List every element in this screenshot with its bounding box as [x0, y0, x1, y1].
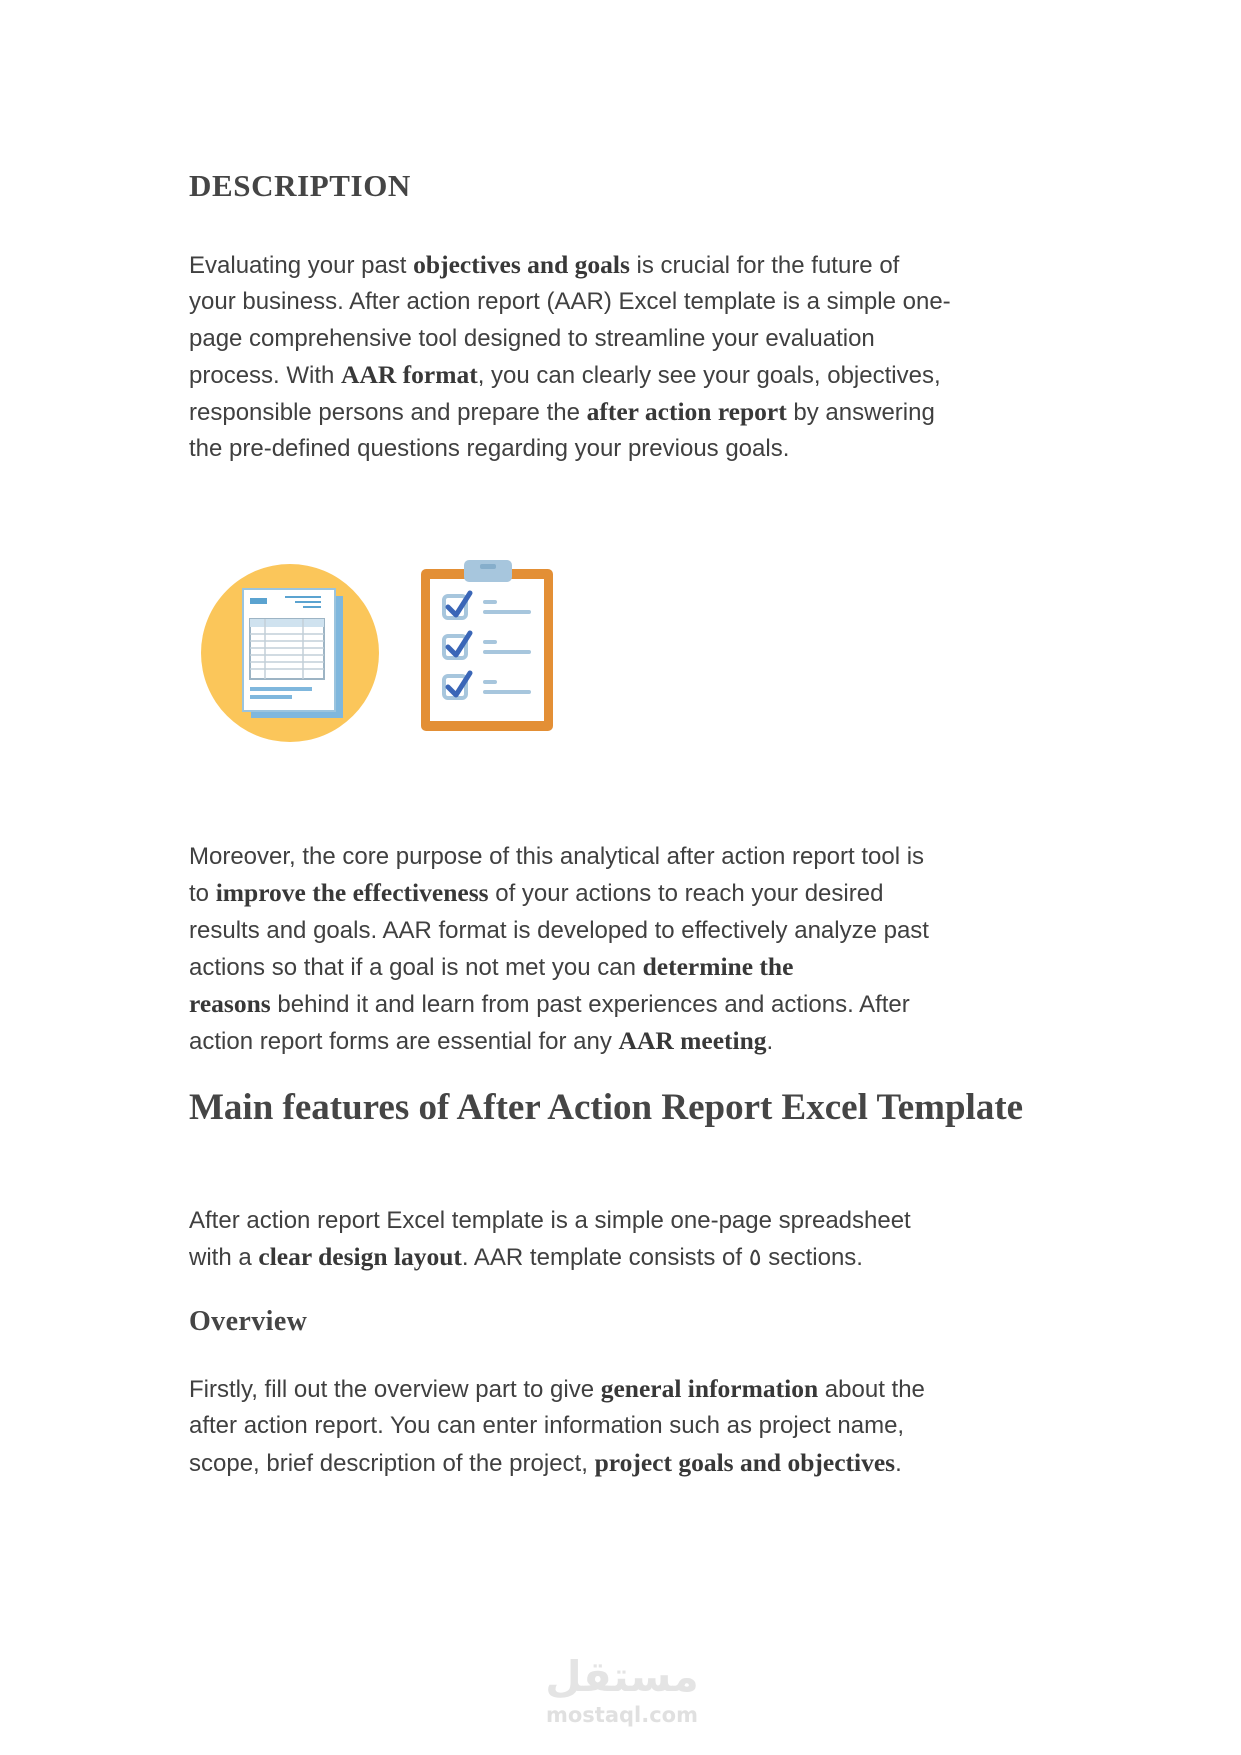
- paragraph-text: by answering: [786, 399, 935, 427]
- paragraph-text: of your actions to reach your desired: [488, 880, 884, 908]
- text-line: [189, 986, 929, 1023]
- paragraph-text: is crucial for the future of: [629, 252, 900, 279]
- paragraph-text: After action report Excel template is a simple one-page spreadsheet: [189, 1207, 911, 1234]
- paragraph-text: , you can clearly see your goals, objectives,: [477, 361, 941, 389]
- paragraph-text: about the: [818, 1376, 925, 1403]
- features-heading: Main features of After Action Report Excel Template: [189, 1087, 1024, 1128]
- paragraph-text: process. With: [189, 361, 342, 389]
- text-line: [189, 357, 951, 394]
- paragraph-text: page comprehensive tool designed to streamline your evaluation: [189, 324, 875, 352]
- bold-keyword: improve the effectiveness: [215, 878, 489, 908]
- text-line: [189, 1023, 929, 1060]
- bold-keyword: reasons: [189, 989, 271, 1019]
- paragraph-text: the pre-defined questions regarding your previous goals.: [189, 435, 790, 463]
- paragraph-text: scope, brief description of the project,: [189, 1449, 595, 1477]
- overview-paragraph: [189, 1371, 925, 1482]
- overview-heading: Overview: [189, 1306, 308, 1337]
- bold-keyword: after action report: [586, 397, 787, 427]
- watermark-logo-arabic: مستقل: [545, 1652, 699, 1701]
- text-line: [189, 1203, 911, 1239]
- text-line: [189, 875, 929, 912]
- paragraph-text: . AAR template consists of ٥ sections.: [461, 1244, 863, 1272]
- paragraph-text: with a: [189, 1244, 259, 1272]
- bold-keyword: determine the: [642, 951, 794, 981]
- purpose-paragraph: [189, 839, 929, 1061]
- description-heading: DESCRIPTION: [189, 168, 411, 203]
- bold-keyword: general information: [600, 1374, 819, 1403]
- paragraph-text: responsible persons and prepare the: [189, 399, 587, 427]
- text-line: [189, 913, 929, 949]
- text-line: [189, 1445, 925, 1482]
- bold-keyword: objectives and goals: [413, 250, 630, 279]
- text-line: [189, 321, 951, 357]
- paragraph-text: Firstly, fill out the overview part to give: [189, 1376, 601, 1403]
- clipboard-checklist-icon: [417, 558, 569, 742]
- paragraph-text: behind it and learn from past experiences and actions. After: [270, 991, 910, 1019]
- bold-keyword: project goals and objectives: [594, 1447, 896, 1477]
- text-line: [189, 1408, 925, 1444]
- paragraph-text: Evaluating your past: [189, 252, 414, 279]
- document-icon: [199, 562, 381, 744]
- paragraph-text: action report forms are essential for any: [189, 1028, 619, 1056]
- paragraph-text: results and goals. AAR format is developed to effectively analyze past: [189, 916, 929, 944]
- watermark: [521, 1652, 723, 1728]
- text-line: [189, 839, 929, 875]
- paragraph-text: your business. After action report (AAR) Excel template is a simple one-: [189, 288, 951, 316]
- text-line: [189, 284, 951, 320]
- text-line: [189, 394, 951, 431]
- bold-keyword: AAR meeting: [618, 1026, 767, 1056]
- features-paragraph: [189, 1203, 911, 1277]
- text-line: [189, 247, 951, 284]
- paragraph-text: after action report. You can enter information such as project name,: [189, 1412, 905, 1440]
- intro-paragraph: [189, 247, 951, 468]
- paragraph-text: .: [895, 1449, 902, 1477]
- text-line: [189, 949, 929, 986]
- text-line: [189, 1239, 911, 1276]
- paragraph-text: Moreover, the core purpose of this analytical after action report tool is: [189, 843, 925, 870]
- paragraph-text: to: [189, 880, 216, 908]
- paragraph-text: .: [766, 1028, 774, 1056]
- text-line: [189, 431, 951, 467]
- bold-keyword: AAR format: [341, 359, 478, 389]
- watermark-logo-latin: mostaql.com: [546, 1703, 698, 1727]
- text-line: [189, 1371, 925, 1408]
- bold-keyword: clear design layout: [258, 1242, 462, 1272]
- paragraph-text: actions so that if a goal is not met you can: [189, 953, 643, 981]
